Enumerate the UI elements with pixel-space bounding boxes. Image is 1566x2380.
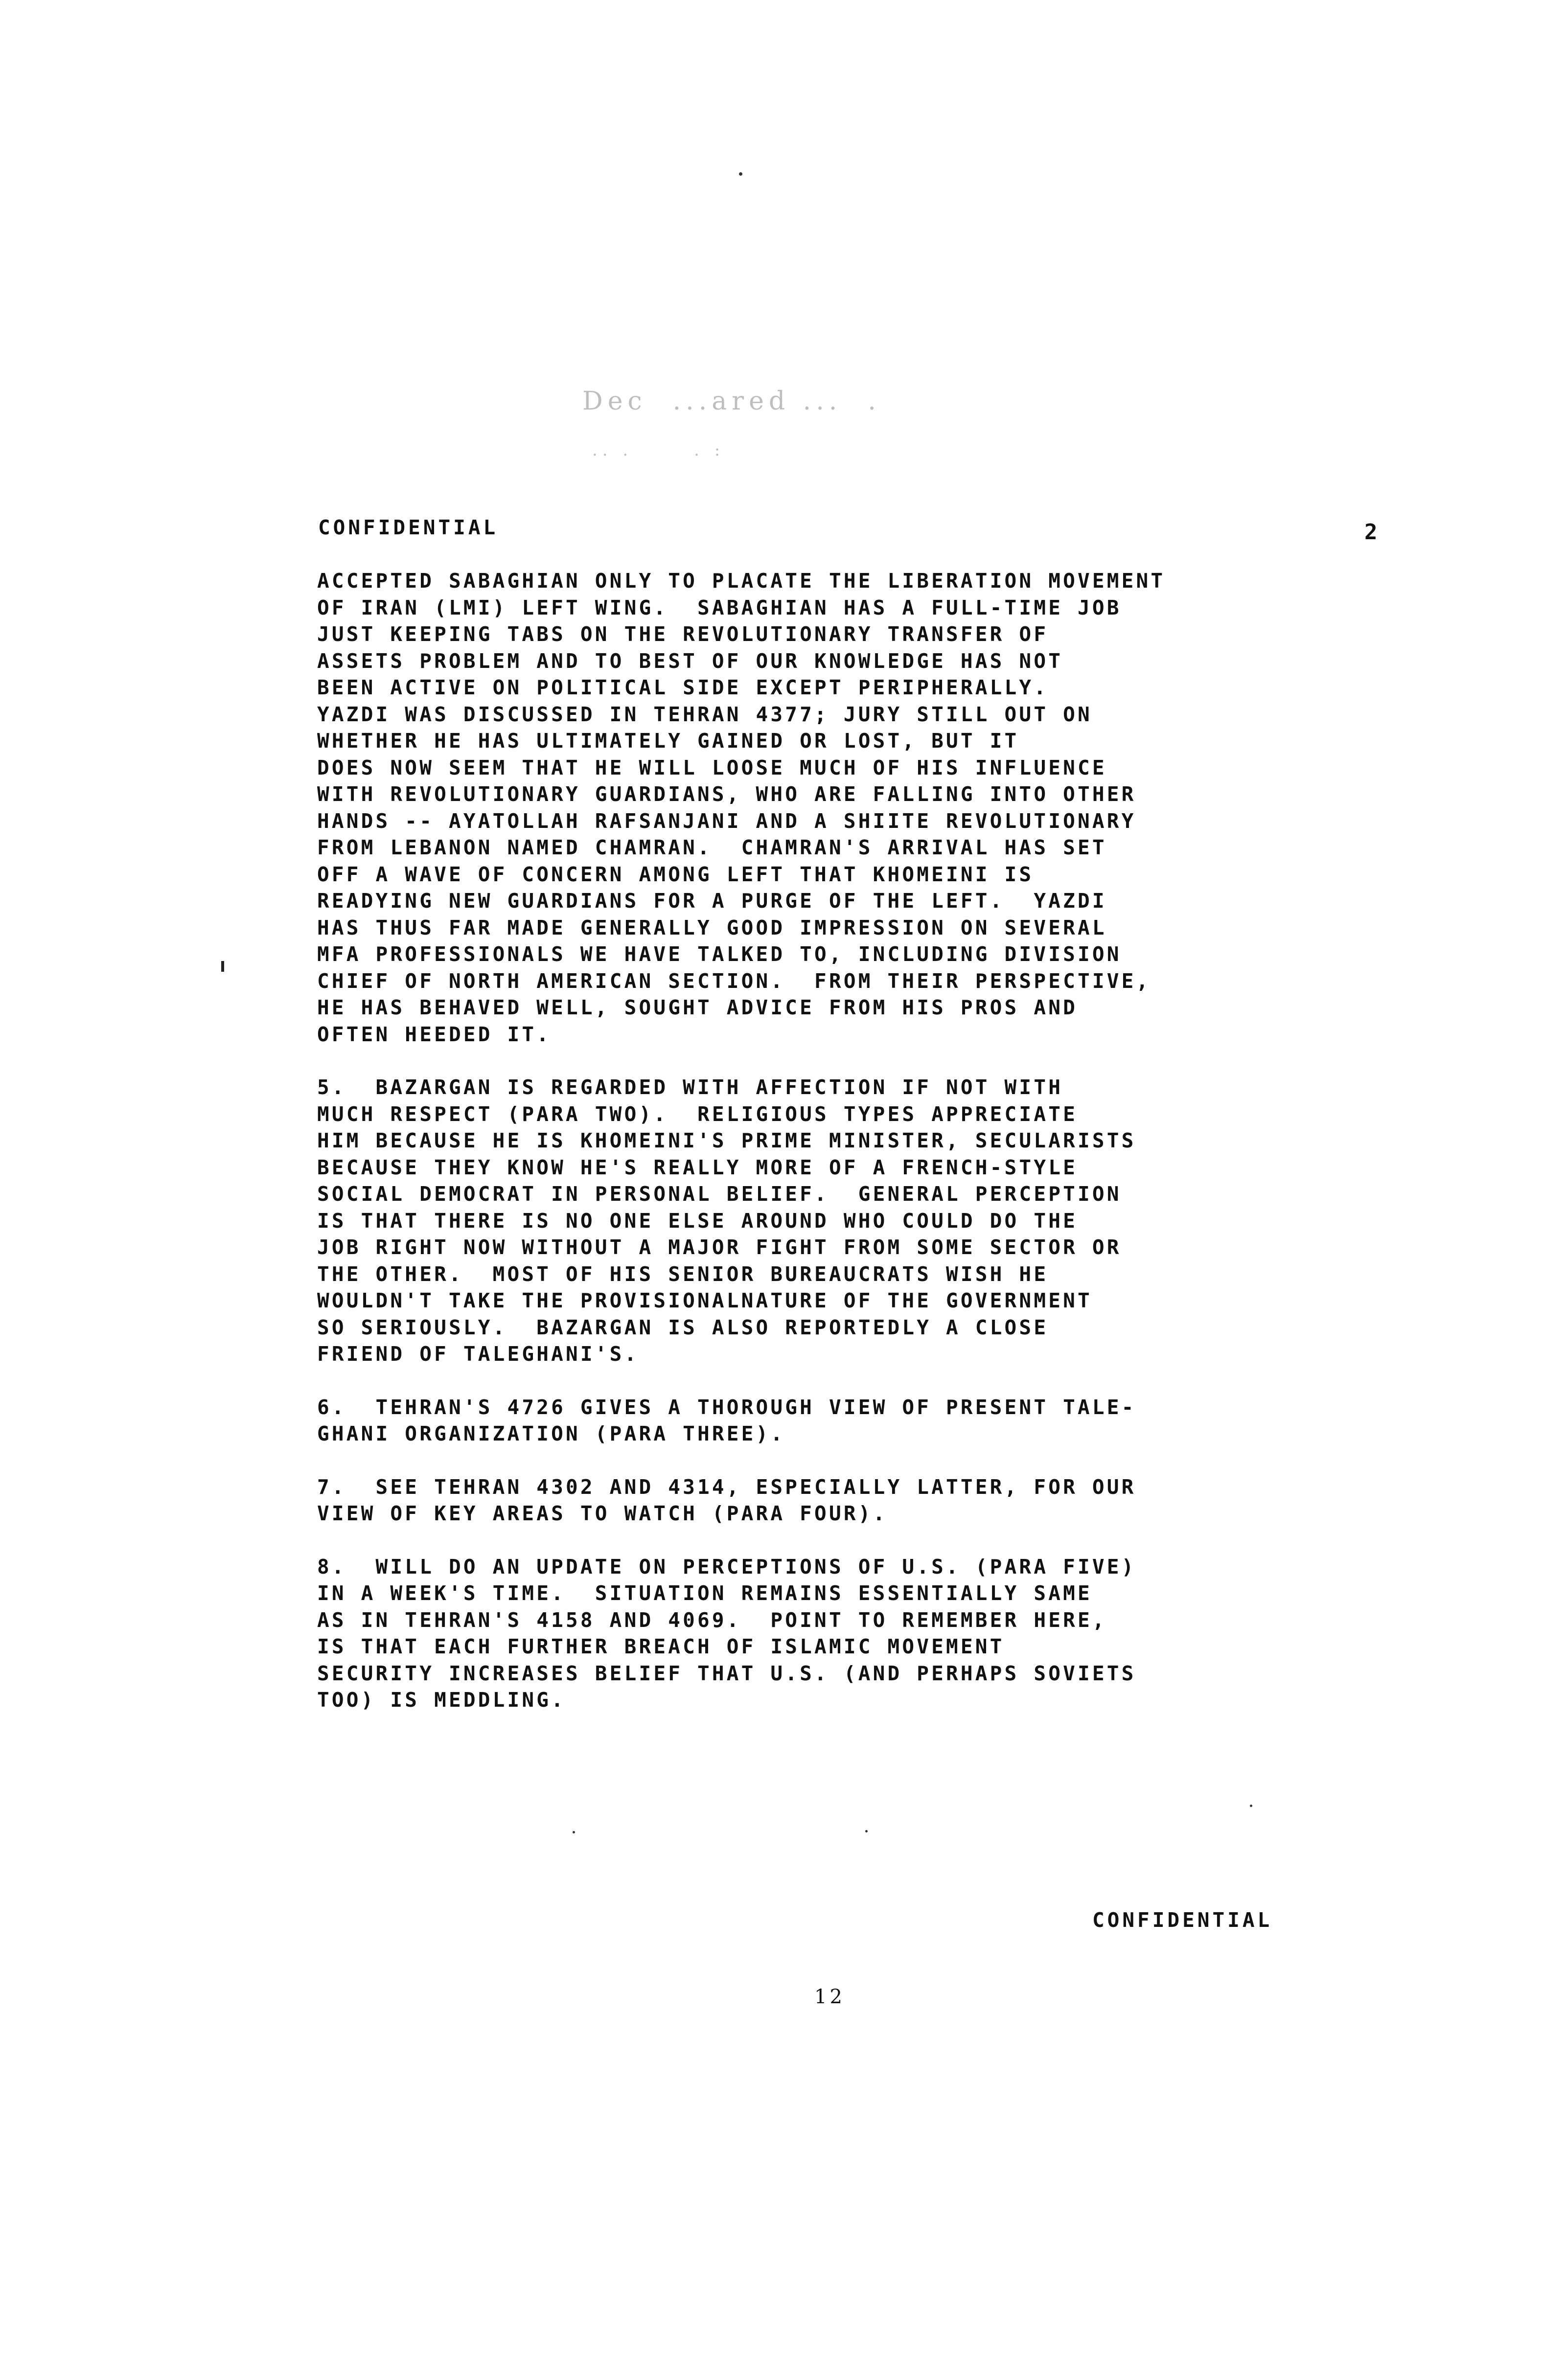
stamp-line-1: Dec ...ared ... . [582, 387, 881, 416]
scan-speck [573, 1831, 575, 1833]
classification-footer: CONFIDENTIAL [1092, 1908, 1273, 1932]
margin-mark [221, 961, 224, 972]
scan-speck [1250, 1805, 1252, 1807]
paragraph-5: 5. BAZARGAN IS REGARDED WITH AFFECTION IF NOT WITH MUCH RESPECT (PARA TWO). RELIGIOUS TYPES APPRECIATE HIM BECAUSE HE IS KHOMEINI'S PRIME MINISTER, SECULARISTS BECAUSE THEY KNOW HE'S REALLY MORE OF A FRENCH-STYLE SOCIAL DEMOCRAT IN PERSONAL BELIEF. GENERAL PERCEPTION IS THAT THERE IS NO ONE ELSE AROUND WHO COULD DO THE JOB RIGHT NOW WITHOUT A MAJOR FIGHT FROM SOME SECTOR OR THE OTHER. MOST OF HIS SENIOR BUREAUCRATS WISH HE WOULDN'T TAKE THE PROVISIONALNATURE OF THE GOVERNMENT SO SERIOUSLY. BAZARGAN IS ALSO REPORTEDLY A CLOSE FRIEND OF TALEGHANI'S. [317, 1076, 1136, 1366]
page-number: 12 [814, 1986, 845, 2008]
stamp-line-2: .. . . : [592, 440, 725, 460]
scan-speck [865, 1830, 868, 1832]
paragraph-7: 7. SEE TEHRAN 4302 AND 4314, ESPECIALLY LATTER, FOR OUR VIEW OF KEY AREAS TO WATCH (PARA FOUR). [317, 1475, 1136, 1525]
page-marker: 2 [1364, 520, 1378, 545]
paragraph-8: 8. WILL DO AN UPDATE ON PERCEPTIONS OF U.S. (PARA FIVE) IN A WEEK'S TIME. SITUATION REMAINS ESSENTIALLY SAME AS IN TEHRAN'S 4158 AND 4069. POINT TO REMEMBER HERE, IS THAT EACH FURTHER BREACH OF ISLAMIC MOVEMENT SECURITY INCREASES BELIEF THAT U.S. (AND PERHAPS SOVIETS TOO) IS MEDDLING. [317, 1555, 1136, 1712]
document-body [317, 568, 1296, 1740]
scan-speck [739, 172, 742, 176]
paragraph-continuation: ACCEPTED SABAGHIAN ONLY TO PLACATE THE LIBERATION MOVEMENT OF IRAN (LMI) LEFT WING. SABAGHIAN HAS A FULL-TIME JOB JUST KEEPING TABS ON THE REVOLUTIONARY TRANSFER OF ASSETS PROBLEM AND TO BEST OF OUR KNOWLEDGE HAS NOT BEEN ACTIVE ON POLITICAL SIDE EXCEPT PERIPHERALLY. YAZDI WAS DISCUSSED IN TEHRAN 4377; JURY STILL OUT ON WHETHER HE HAS ULTIMATELY GAINED OR LOST, BUT IT DOES NOW SEEM THAT HE WILL LOOSE MUCH OF HIS INFLUENCE WITH REVOLUTIONARY GUARDIANS, WHO ARE FALLING INTO OTHER HANDS -- AYATOLLAH RAFSANJANI AND A SHIITE REVOLUTIONARY FROM LEBANON NAMED CHAMRAN. CHAMRAN'S ARRIVAL HAS SET OFF A WAVE OF CONCERN AMONG LEFT THAT KHOMEINI IS READYING NEW GUARDIANS FOR A PURGE OF THE LEFT. YAZDI HAS THUS FAR MADE GENERALLY GOOD IMPRESSION ON SEVERAL MFA PROFESSIONALS WE HAVE TALKED TO, INCLUDING DIVISION CHIEF OF NORTH AMERICAN SECTION. FROM THEIR PERSPECTIVE, HE HAS BEHAVED WELL, SOUGHT ADVICE FROM HIS PROS AND OFTEN HEEDED IT. [317, 569, 1166, 1046]
declassification-stamp [582, 387, 886, 494]
paragraph-6: 6. TEHRAN'S 4726 GIVES A THOROUGH VIEW OF PRESENT TALE- GHANI ORGANIZATION (PARA THREE). [317, 1395, 1136, 1445]
classification-header: CONFIDENTIAL [318, 516, 499, 539]
